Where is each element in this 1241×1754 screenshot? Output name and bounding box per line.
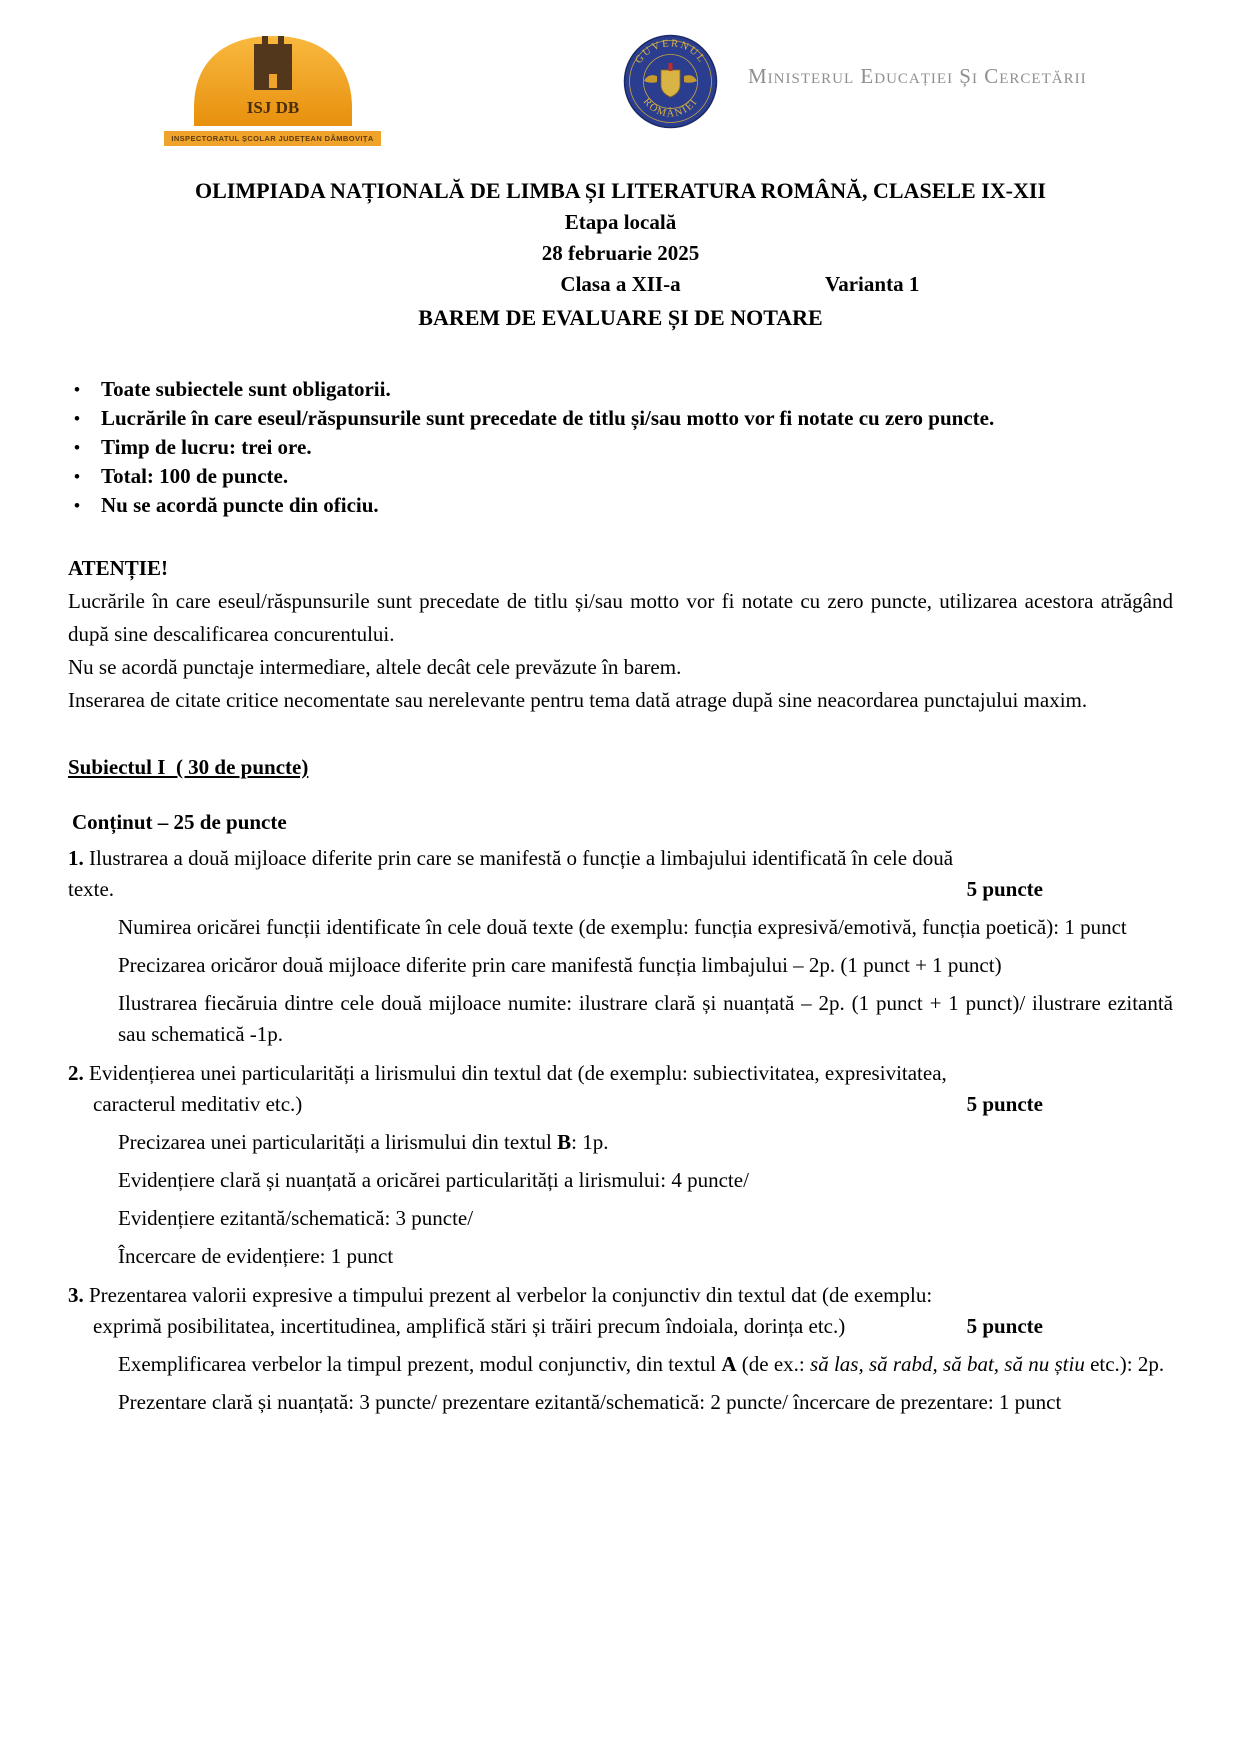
variant-label: Varianta 1 [825, 272, 920, 296]
stage-line: Etapa locală [564, 210, 677, 234]
attention-paragraph: Inserarea de citate critice necomentate sau nerelevante pentru tema dată atrage după sine neacordarea punctajului maxim. [68, 688, 1088, 712]
grade-line [68, 272, 1173, 297]
item-3-text: 3. Prezentarea valorii expresive a timpului prezent al verbelor la conjunctiv din textul dat (de exemplu: [68, 1283, 933, 1307]
criterion: Numirea oricărei funcții identificate în cele două texte (de exemplu: funcția expresivă/emotivă, funcția poetică): 1 punct [118, 915, 1127, 939]
criterion: Precizarea oricăror două mijloace diferite prin care manifestă funcția limbajului – 2p. (1 punct + 1 punct) [118, 953, 1002, 977]
item-3-points: 5 puncte [966, 1314, 1043, 1338]
attention-paragraph: Lucrările în care eseul/răspunsurile sunt precedate de titlu și/sau motto vor fi notate cu zero puncte, utilizarea acestora atrăgând după sine descalificarea concurentului. [68, 589, 1173, 646]
general-rules-list [68, 375, 1173, 520]
scoring-item-2 [68, 1058, 1173, 1272]
scoring-item-3 [68, 1280, 1173, 1418]
item-2-text-continued [68, 1089, 1173, 1120]
criterion: Exemplificarea verbelor la timpul prezent, modul conjunctiv, din textul A (de ex.: să las, să rabd, să bat, să nu știu etc.): 2p. [118, 1352, 1165, 1376]
attention-heading: ATENȚIE! [68, 556, 168, 580]
romanian-government-seal-icon [623, 34, 718, 135]
isj-banner-text: INSPECTORATUL ȘCOLAR JUDEȚEAN DÂMBOVIȚA [164, 131, 380, 146]
criterion: Încercare de evidențiere: 1 punct [118, 1244, 394, 1268]
isj-db-logo [170, 30, 375, 146]
item-2-points: 5 puncte [966, 1092, 1043, 1116]
scoring-item-1 [68, 843, 1173, 1050]
gov-seal-bottom-text: ROMÂNIEI [640, 96, 701, 120]
gov-seal-top-text: GUVERNUL [633, 38, 708, 66]
doc-type-title: BAREM DE EVALUARE ȘI DE NOTARE [418, 305, 823, 330]
criterion: Precizarea unei particularități a lirismului din textul B: 1p. [118, 1130, 609, 1154]
rule-item: • Nu se acordă puncte din oficiu. [68, 491, 1173, 520]
content-heading: Conținut – 25 de puncte [72, 810, 287, 834]
rule-item: • Lucrările în care eseul/răspunsurile sunt precedate de titlu și/sau motto vor fi notate cu zero puncte. [68, 404, 1173, 433]
rule-item: • Toate subiectele sunt obligatorii. [68, 375, 1173, 404]
date-line: 28 februarie 2025 [541, 241, 700, 265]
item-1-points: 5 puncte [966, 877, 1043, 901]
rule-item: • Timp de lucru: trei ore. [68, 433, 1173, 462]
criterion: Evidențiere ezitantă/schematică: 3 puncte/ [118, 1206, 474, 1230]
document-header [68, 30, 1173, 162]
criterion: Evidențiere clară și nuanțată a oricărei particularități a lirismului: 4 puncte/ [118, 1168, 749, 1192]
item-1-text-line2: texte. [68, 877, 115, 901]
criterion: Ilustrarea fiecăruia dintre cele două mijloace numite: ilustrare clară și nuanțată – 2p. (1 punct + 1 punct)/ ilustrare ezitantă sau schematică -1p. [118, 991, 1173, 1046]
item-3-text-continued [68, 1311, 1173, 1342]
title-block [68, 178, 1173, 331]
rule-item: • Total: 100 de puncte. [68, 462, 1173, 491]
isj-acronym: ISJ DB [246, 98, 299, 117]
item-2-text: 2. Evidențierea unei particularități a lirismului din textul dat (de exemplu: subiectivitatea, expresivitatea, [68, 1061, 947, 1085]
item-3-text-line2: exprimă posibilitatea, incertitudinea, amplifică stări și trăiri precum îndoiala, dorința etc.) [93, 1314, 846, 1338]
attention-paragraph: Nu se acordă punctaje intermediare, altele decât cele prevăzute în barem. [68, 655, 682, 679]
isj-dome-icon [188, 30, 358, 130]
item-1-text: 1. Ilustrarea a două mijloace diferite prin care se manifestă o funcție a limbajului identificată în cele două [68, 846, 954, 870]
subject-1-heading: Subiectul I ( 30 de puncte) [68, 755, 309, 779]
castle-tower-icon [254, 36, 292, 90]
attention-section [68, 552, 1173, 717]
ministry-name: Ministerul Educației Și Cercetării [748, 64, 1087, 88]
item-2-text-line2: caracterul meditativ etc.) [93, 1092, 303, 1116]
criterion: Prezentare clară și nuanțată: 3 puncte/ prezentare ezitantă/schematică: 2 puncte/ încercare de prezentare: 1 punct [118, 1390, 1062, 1414]
page-title: OLIMPIADA NAȚIONALĂ DE LIMBA ȘI LITERATURA ROMÂNĂ, CLASELE IX-XII [195, 178, 1046, 203]
item-1-text-continued [68, 874, 1173, 905]
grade-label: Clasa a XII-a [560, 272, 681, 296]
